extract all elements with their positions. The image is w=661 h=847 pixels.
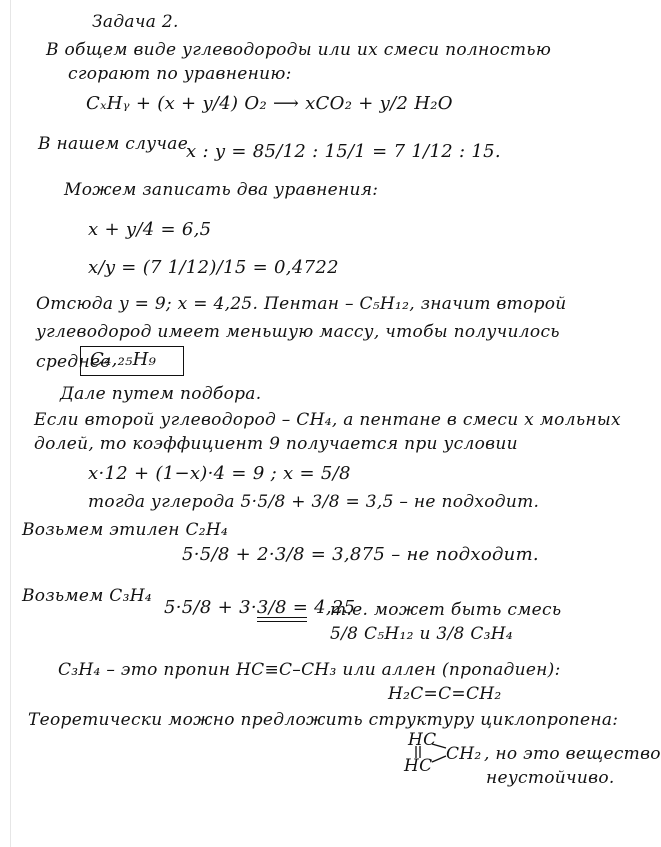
text-line: , но это вещество — [484, 744, 661, 764]
text-line: 5/8 C₅H₁₂ и 3/8 C₃H₄ — [330, 624, 514, 644]
ratio-equation: x : y = 85/12 : 15/1 = 7 1/12 : 15. — [186, 141, 501, 162]
double-underline — [257, 617, 307, 618]
text-line: Возьмем C₃H₄ — [22, 586, 152, 606]
boxed-formula: C₄,₂₅H₉ — [90, 349, 157, 370]
structure-label: CH₂ — [446, 744, 482, 764]
text-line: Можем записать два уравнения: — [64, 180, 379, 200]
text-line: неустойчиво. — [486, 768, 615, 788]
text-line: Если второй углеводород – CH₄, а пентане в смеси x мольных — [34, 410, 621, 430]
structure-label: HC — [408, 730, 437, 750]
text-line: Теоретически можно предложить структуру циклопропена: — [28, 710, 619, 730]
equation-5: 5·5/8 + 3·3/8 = 4,25 — [164, 597, 356, 618]
double-underline — [257, 621, 307, 622]
text-line: C₃H₄ – это пропин HC≡C–CH₃ или аллен (пропадиен): — [58, 660, 561, 680]
text-line: Дале путем подбора. — [60, 384, 262, 404]
text-line: среднее — [36, 352, 111, 372]
text-line: В общем виде углеводороды или их смеси полностью — [46, 40, 552, 60]
task-title: Задача 2. — [92, 12, 179, 32]
text-line: т.е. может быть смесь — [330, 600, 562, 620]
text-line: тогда углерода 5·5/8 + 3/8 = 3,5 – не подходит. — [88, 492, 540, 512]
structure-label: HC — [404, 756, 433, 776]
equation-3: x·12 + (1−x)·4 = 9 ; x = 5/8 — [88, 463, 351, 484]
combustion-equation: CₓHᵧ + (x + y/4) O₂ ⟶ xCO₂ + y/2 H₂O — [86, 93, 453, 114]
cyclopropene-bonds — [410, 744, 450, 764]
equation-1: x + y/4 = 6,5 — [88, 219, 212, 240]
equation-4: 5·5/8 + 2·3/8 = 3,875 – не подходит. — [182, 544, 539, 565]
text-line: Отсюда y = 9; x = 4,25. Пентан – C₅H₁₂, значит второй — [36, 294, 567, 314]
equation-2: x/y = (7 1/12)/15 = 0,4722 — [88, 257, 339, 278]
text-line: В нашем случае — [38, 134, 189, 154]
text-line: долей, то коэффициент 9 получается при условии — [34, 434, 518, 454]
text-line: углеводород имеет меньшую массу, чтобы получилось — [36, 322, 560, 342]
page-edge — [10, 0, 11, 847]
allene-formula: H₂C=C=CH₂ — [388, 684, 502, 704]
text-line: сгорают по уравнению: — [68, 64, 292, 84]
text-line: Возьмем этилен C₂H₄ — [22, 520, 229, 540]
